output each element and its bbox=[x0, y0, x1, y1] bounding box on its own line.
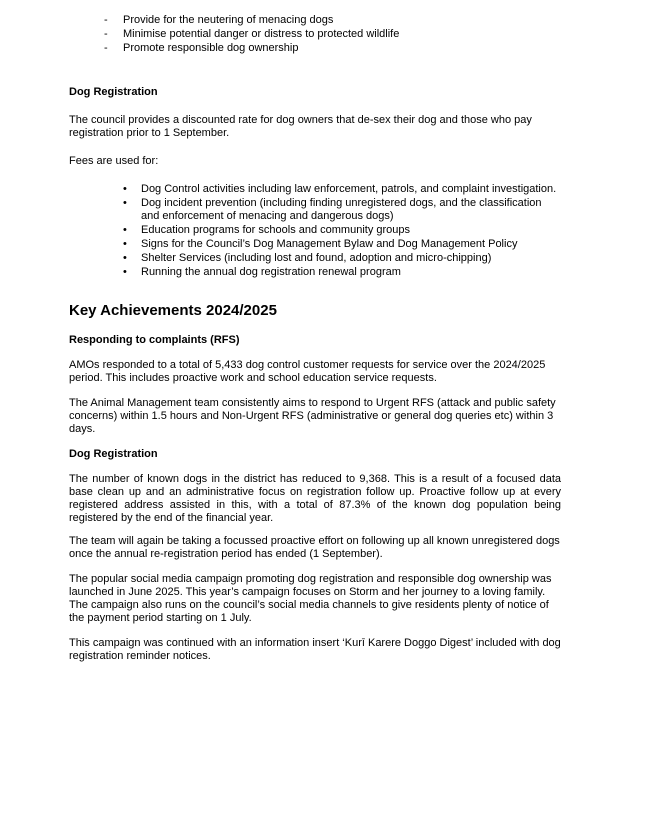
bullet-marker: • bbox=[123, 224, 127, 236]
list-item-text: Running the annual dog registration renewal program bbox=[141, 266, 401, 278]
list-item-text: Promote responsible dog ownership bbox=[123, 42, 299, 54]
section-heading-complaints: Responding to complaints (RFS) bbox=[69, 334, 240, 346]
bullet-marker: • bbox=[123, 183, 127, 195]
bullet-marker: • bbox=[123, 252, 127, 264]
bullet-marker: • bbox=[123, 238, 127, 250]
registration-paragraph-1: The number of known dogs in the district has reduced to 9,368. This is a result of a focused data base clean up and an administrative focus on registration follow up. Proactive follow up at every registered address assisted in this, with a total of 87.3% of the known dog population being registered by the end of the financial year. bbox=[69, 473, 561, 524]
registration-paragraph-3: The popular social media campaign promoting dog registration and responsible dog ownership was launched in June 2025. This year’s campaign focuses on Storm and her journey to a loving family. The campaign also runs on the council’s social media channels to give residents plenty of notice of the payment period starting on 1 July. bbox=[69, 573, 552, 624]
bullet-marker: • bbox=[123, 266, 127, 278]
list-item-text: Education programs for schools and community groups bbox=[141, 224, 411, 236]
list-item-text: Dog incident prevention (including finding unregistered dogs, and the classification and enforcement of menacing and dangerous dogs) bbox=[141, 197, 542, 222]
dash-marker: - bbox=[104, 14, 108, 26]
registration-paragraph-2: The team will again be taking a focussed proactive effort on following up all known unregistered dogs once the annual re-registration period has ended (1 September). bbox=[69, 535, 560, 560]
list-item-text: Signs for the Council’s Dog Management Bylaw and Dog Management Policy bbox=[141, 238, 518, 250]
complaints-paragraph-1: AMOs responded to a total of 5,433 dog control customer requests for service over the 2024/2025 period. This includes proactive work and school education service requests. bbox=[69, 359, 546, 384]
list-item bbox=[0, 224, 561, 237]
registration-paragraph-4: This campaign was continued with an information insert ‘Kurī Karere Doggo Digest’ included with dog registration reminder notices. bbox=[69, 637, 561, 662]
fees-bullet-list bbox=[0, 183, 645, 280]
list-item-text: Dog Control activities including law enforcement, patrols, and complaint investigation. bbox=[141, 183, 557, 195]
list-item-text: Provide for the neutering of menacing dogs bbox=[123, 14, 334, 26]
bullet-marker: • bbox=[123, 197, 127, 209]
section-heading-dog-registration: Dog Registration bbox=[69, 86, 158, 98]
list-item bbox=[0, 197, 561, 223]
list-item bbox=[0, 183, 561, 196]
dash-marker: - bbox=[104, 42, 108, 54]
fees-lead-text: Fees are used for: bbox=[69, 155, 159, 167]
list-item bbox=[0, 238, 561, 251]
dash-marker: - bbox=[104, 28, 108, 40]
list-item bbox=[0, 266, 561, 279]
list-item-text: Shelter Services (including lost and found, adoption and micro-chipping) bbox=[141, 252, 492, 264]
section-heading-registration: Dog Registration bbox=[69, 448, 158, 460]
complaints-paragraph-2: The Animal Management team consistently aims to respond to Urgent RFS (attack and public safety concerns) within 1.5 hours and Non-Urgent RFS (administrative or general dog queries etc) within 3 days. bbox=[69, 397, 556, 435]
list-item-text: Minimise potential danger or distress to protected wildlife bbox=[123, 28, 400, 40]
discount-paragraph: The council provides a discounted rate for dog owners that de-sex their dog and those who pay registration prior to 1 September. bbox=[69, 114, 532, 139]
list-item bbox=[0, 252, 561, 265]
key-achievements-title: Key Achievements 2024/2025 bbox=[69, 302, 277, 319]
